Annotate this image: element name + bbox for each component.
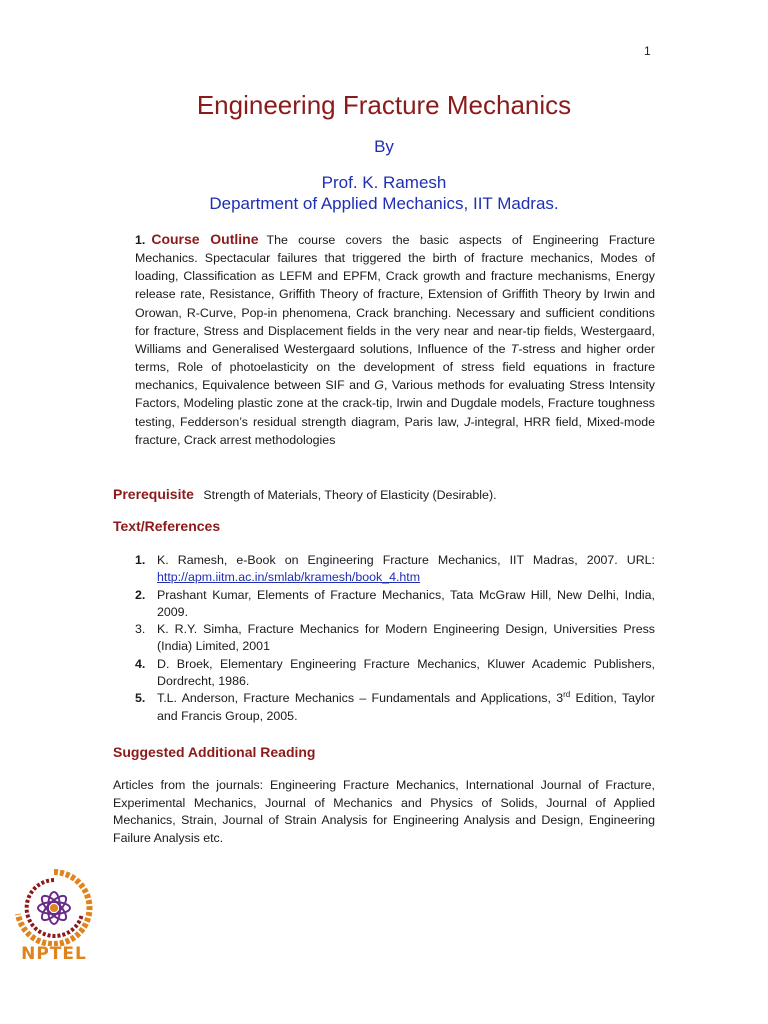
- reference-item: [135, 621, 655, 656]
- reference-number: 2.: [135, 587, 146, 602]
- outline-number: 1.: [135, 233, 146, 247]
- outline-italic-g: G: [374, 378, 384, 393]
- page-number: 1: [644, 44, 651, 58]
- reference-text: T.L. Anderson, Fracture Mechanics – Fundamentals and Applications, 3: [157, 691, 564, 706]
- reference-number: 3.: [135, 622, 146, 637]
- prerequisite-text: Strength of Materials, Theory of Elasticity (Desirable).: [203, 488, 497, 502]
- reference-item: [135, 656, 655, 691]
- reference-text: K. Ramesh, e-Book on Engineering Fracture Mechanics, IIT Madras, 2007. URL:: [157, 553, 655, 567]
- nptel-logo-icon: [4, 866, 104, 946]
- reference-item: [135, 587, 655, 622]
- reference-number: 4.: [135, 656, 146, 671]
- byline: By: [374, 137, 394, 156]
- references-list: [135, 552, 655, 725]
- additional-reading-text: Articles from the journals: Engineering Fracture Mechanics, International Journal of Fracture, Experimental Mechanics, Journal of Mechanics and Physics of Solids, Journal of Applied Mechanics, Strain, Journal of Strain Analysis for Engineering Analysis and Design, Engineering Failure Analysis etc.: [113, 778, 655, 845]
- additional-reading-heading: Suggested Additional Reading: [113, 744, 316, 760]
- reference-text-end: Edition, Taylor and Francis Group, 2005.: [157, 691, 655, 723]
- outline-italic-t: T: [510, 341, 519, 356]
- prerequisite-heading: Prerequisite: [113, 486, 194, 502]
- nptel-logo-text: NPTEL: [21, 944, 87, 964]
- author-name: Prof. K. Ramesh: [321, 173, 447, 192]
- reference-text: D. Broek, Elementary Engineering Fracture Mechanics, Kluwer Academic Publishers, Dordrecht, 1986.: [157, 656, 655, 689]
- reference-number: 1.: [135, 553, 146, 567]
- author-department: Department of Applied Mechanics, IIT Madras.: [209, 194, 559, 213]
- reference-item: [135, 690, 655, 725]
- nptel-logo: [4, 866, 104, 986]
- course-outline: [135, 230, 655, 449]
- outline-text-c: , Various methods for evaluating Stress Intensity Factors, Modeling plastic zone at the crack-tip, Irwin and Dugdale models, Fracture toughness testing, Fedderson’s residual strength diagram, Paris law,: [135, 378, 655, 429]
- reference-link[interactable]: http://apm.iitm.ac.in/smlab/kramesh/book_4.htm: [157, 570, 421, 585]
- document-title: Engineering Fracture Mechanics: [196, 90, 572, 120]
- reference-item: [135, 552, 655, 587]
- reference-superscript: rd: [563, 690, 571, 700]
- author-block: [0, 172, 768, 214]
- prerequisite: [113, 486, 673, 502]
- outline-italic-j: J: [464, 414, 471, 429]
- reference-number: 5.: [135, 691, 146, 706]
- references-heading: Text/References: [113, 518, 221, 534]
- outline-heading: Course Outline: [151, 231, 259, 247]
- reference-text: Prashant Kumar, Elements of Fracture Mechanics, Tata McGraw Hill, New Delhi, India, 2009.: [157, 587, 655, 619]
- outline-text-b: -stress and higher order terms, Role of photoelasticity on the development of stress field equations in fracture mechanics, Equivalence between SIF and: [135, 341, 655, 393]
- outline-text-d: -integral, HRR field, Mixed-mode fracture, Crack arrest methodologies: [135, 414, 655, 447]
- outline-text-a: The course covers the basic aspects of Engineering Fracture Mechanics. Spectacular failures that triggered the birth of fracture mechanics, Modes of loading, Classification as LEFM and EPFM, Crack growth and fracture mechanisms, Energy release rate, Resistance, Griffith Theory of fracture, Extension of Griffith Theory by Irwin and Orowan, R-Curve, Pop-in phenomena, Crack branching. Necessary and sufficient conditions for fracture, Stress and Displacement fields in the very near and near-tip fields, Westergaard, Williams and Generalised Westergaard solutions, Influence of the: [135, 233, 655, 356]
- reference-text: K. R.Y. Simha, Fracture Mechanics for Modern Engineering Design, Universities Press (India) Limited, 2001: [157, 622, 655, 654]
- logo-flower: [38, 892, 70, 924]
